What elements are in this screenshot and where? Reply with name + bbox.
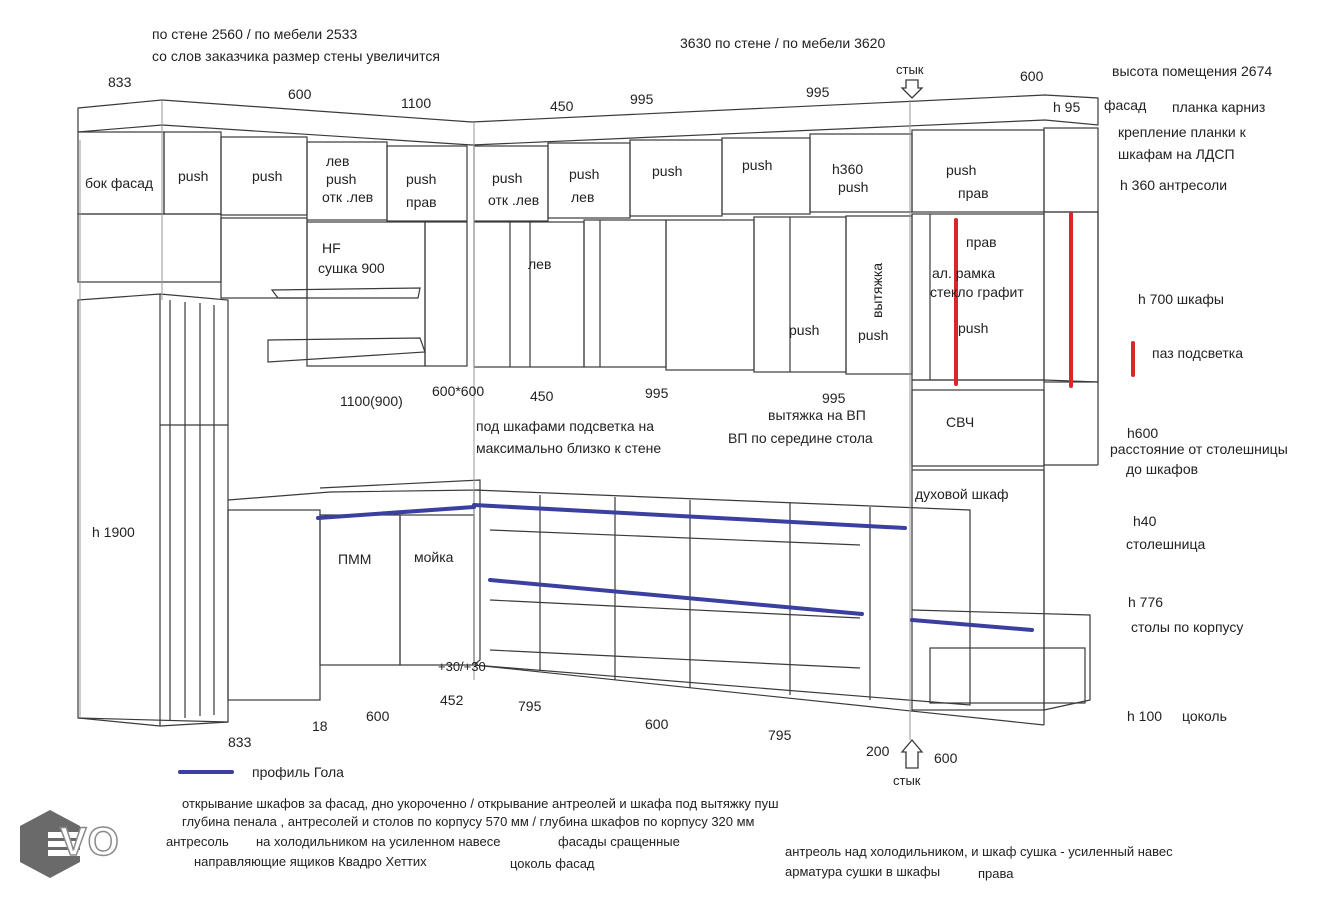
dim-600-bottom: 600 — [366, 708, 390, 724]
dim-452: 452 — [440, 692, 464, 708]
legend-rasst-2: до шкафов — [1126, 461, 1199, 477]
dim-995-top-a: 995 — [630, 91, 654, 107]
legend-stoleshnica: столешница — [1126, 536, 1206, 552]
label-lev: лев — [326, 153, 350, 169]
legend-h360-antresoli: h 360 антресоли — [1120, 177, 1228, 193]
label-al-ramka: ал. рамка — [932, 265, 996, 281]
label-svch: СВЧ — [946, 414, 975, 430]
joint-label-top: стык — [896, 62, 924, 77]
logo-text: VO — [60, 820, 120, 864]
dim-18: 18 — [312, 718, 328, 734]
room-height: высота помещения 2674 — [1112, 63, 1273, 79]
legend-h600: h600 — [1127, 425, 1159, 441]
legend-paz: паз подсветка — [1152, 345, 1243, 361]
dim-795-b: 795 — [768, 727, 792, 743]
footnote-line-3c: фасады сращенные — [558, 834, 680, 849]
legend-cokol: цоколь — [1182, 708, 1227, 724]
label-prav-1: прав — [406, 194, 437, 210]
label-steklo: стекло графит — [930, 284, 1024, 300]
joint-arrow-top-icon — [902, 80, 922, 98]
legend-gola: профиль Гола — [252, 764, 344, 780]
dim-1100-top: 1100 — [401, 95, 432, 111]
legend-planka: планка карниз — [1172, 99, 1266, 115]
label-push-6: push — [569, 166, 600, 182]
left-wall-size: по стене 2560 / по мебели 2533 — [152, 26, 358, 42]
label-push-2: push — [252, 168, 283, 184]
label-h360: h360 — [832, 161, 864, 177]
label-otk-lev-a: отк .лев — [322, 189, 374, 205]
label-push-4: push — [406, 171, 437, 187]
label-lev-2: лев — [571, 189, 595, 205]
footnote-line-4a: направляющие ящиков Квадро Хеттих — [194, 854, 427, 869]
legend-h100: h 100 — [1127, 708, 1163, 724]
label-otk-lev-b: отк .лев — [488, 192, 540, 208]
dim-833-top: 833 — [108, 74, 132, 90]
label-push-13: push — [958, 320, 989, 336]
dim-995-mid-b: 995 — [822, 390, 846, 406]
dim-600x600: 600*600 — [432, 383, 485, 399]
legend-h776: h 776 — [1128, 594, 1164, 610]
footnote-line-4b: цоколь фасад — [510, 856, 595, 871]
label-bok-fasad: бок фасад — [85, 175, 154, 191]
footnote-line-1: открывание шкафов за фасад, дно укороченно / открывание антреолей и шкафа под вытяжку пуш — [182, 796, 779, 811]
label-hf: HF — [322, 240, 341, 256]
label-push-5: push — [492, 170, 523, 186]
dim-200: 200 — [866, 743, 890, 759]
label-sushka: сушка 900 — [318, 260, 385, 276]
left-wall-note: со слов заказчика размер стены увеличится — [152, 48, 440, 64]
label-push-8: push — [742, 157, 773, 173]
footnote-line-3b: на холодильником на усиленном навесе — [256, 834, 501, 849]
dim-600-bottom-right: 600 — [934, 750, 958, 766]
label-push-1: push — [178, 168, 209, 184]
dim-833-bottom: 833 — [228, 734, 252, 750]
joint-label-bottom: стык — [893, 773, 921, 788]
label-lev-3: лев — [528, 256, 552, 272]
dim-h1900: h 1900 — [92, 524, 135, 540]
label-vytyazhka: вытяжка — [869, 262, 885, 318]
dim-995-mid-a: 995 — [645, 385, 669, 401]
footnote-line-3a: антресоль — [166, 834, 229, 849]
label-push-9: push — [838, 179, 869, 195]
label-moyka: мойка — [414, 549, 454, 565]
legend-h95: h 95 — [1053, 99, 1081, 115]
dim-600-mid-bottom: 600 — [645, 716, 669, 732]
legend-h700: h 700 шкафы — [1138, 291, 1224, 307]
dim-995-top-b: 995 — [806, 84, 830, 100]
legend-stoly: столы по корпусу — [1131, 619, 1244, 635]
legend-rasst-1: расстояние от столешницы — [1110, 441, 1288, 457]
dim-450-top: 450 — [550, 98, 574, 114]
legend-kreplenie-1: крепление планки к — [1118, 124, 1246, 140]
label-push-11: push — [789, 322, 820, 338]
footnote-right-1: антреоль над холодильником, и шкаф сушка - усиленный навес — [785, 844, 1173, 859]
label-push-7: push — [652, 163, 683, 179]
dim-plus30: +30/+30 — [438, 659, 486, 674]
label-prav-3: прав — [966, 234, 997, 250]
footnote-right-2a: арматура сушки в шкафы — [785, 864, 941, 879]
note-under-cabinets-1: под шкафами подсветка на — [476, 418, 655, 434]
dim-600-top: 600 — [288, 86, 312, 102]
dim-795-a: 795 — [518, 698, 542, 714]
footnote-right-2b: права — [978, 866, 1014, 881]
label-push-3: push — [326, 171, 357, 187]
label-push-10: push — [946, 162, 977, 178]
note-hood-2: ВП по середине стола — [728, 430, 873, 446]
label-pmm: ПММ — [338, 551, 372, 567]
label-push-12: push — [858, 327, 889, 343]
note-hood-1: вытяжка на ВП — [768, 407, 866, 423]
dim-450-mid: 450 — [530, 388, 554, 404]
dim-600-top-right: 600 — [1020, 68, 1044, 84]
label-prav-2: прав — [958, 185, 989, 201]
note-under-cabinets-2: максимально близко к стене — [476, 440, 662, 456]
dim-1100-900: 1100(900) — [340, 393, 403, 409]
joint-arrow-bottom-icon — [902, 740, 922, 768]
legend-kreplenie-2: шкафам на ЛДСП — [1118, 146, 1235, 162]
label-duhovoy: духовой шкаф — [915, 486, 1009, 502]
right-wall-size: 3630 по стене / по мебели 3620 — [680, 35, 886, 51]
legend-h40: h40 — [1133, 513, 1157, 529]
legend-fasad: фасад — [1104, 97, 1147, 113]
footnote-line-2: глубина пенала , антресолей и столов по корпусу 570 мм / глубина шкафов по корпусу 320 мм — [182, 814, 755, 829]
